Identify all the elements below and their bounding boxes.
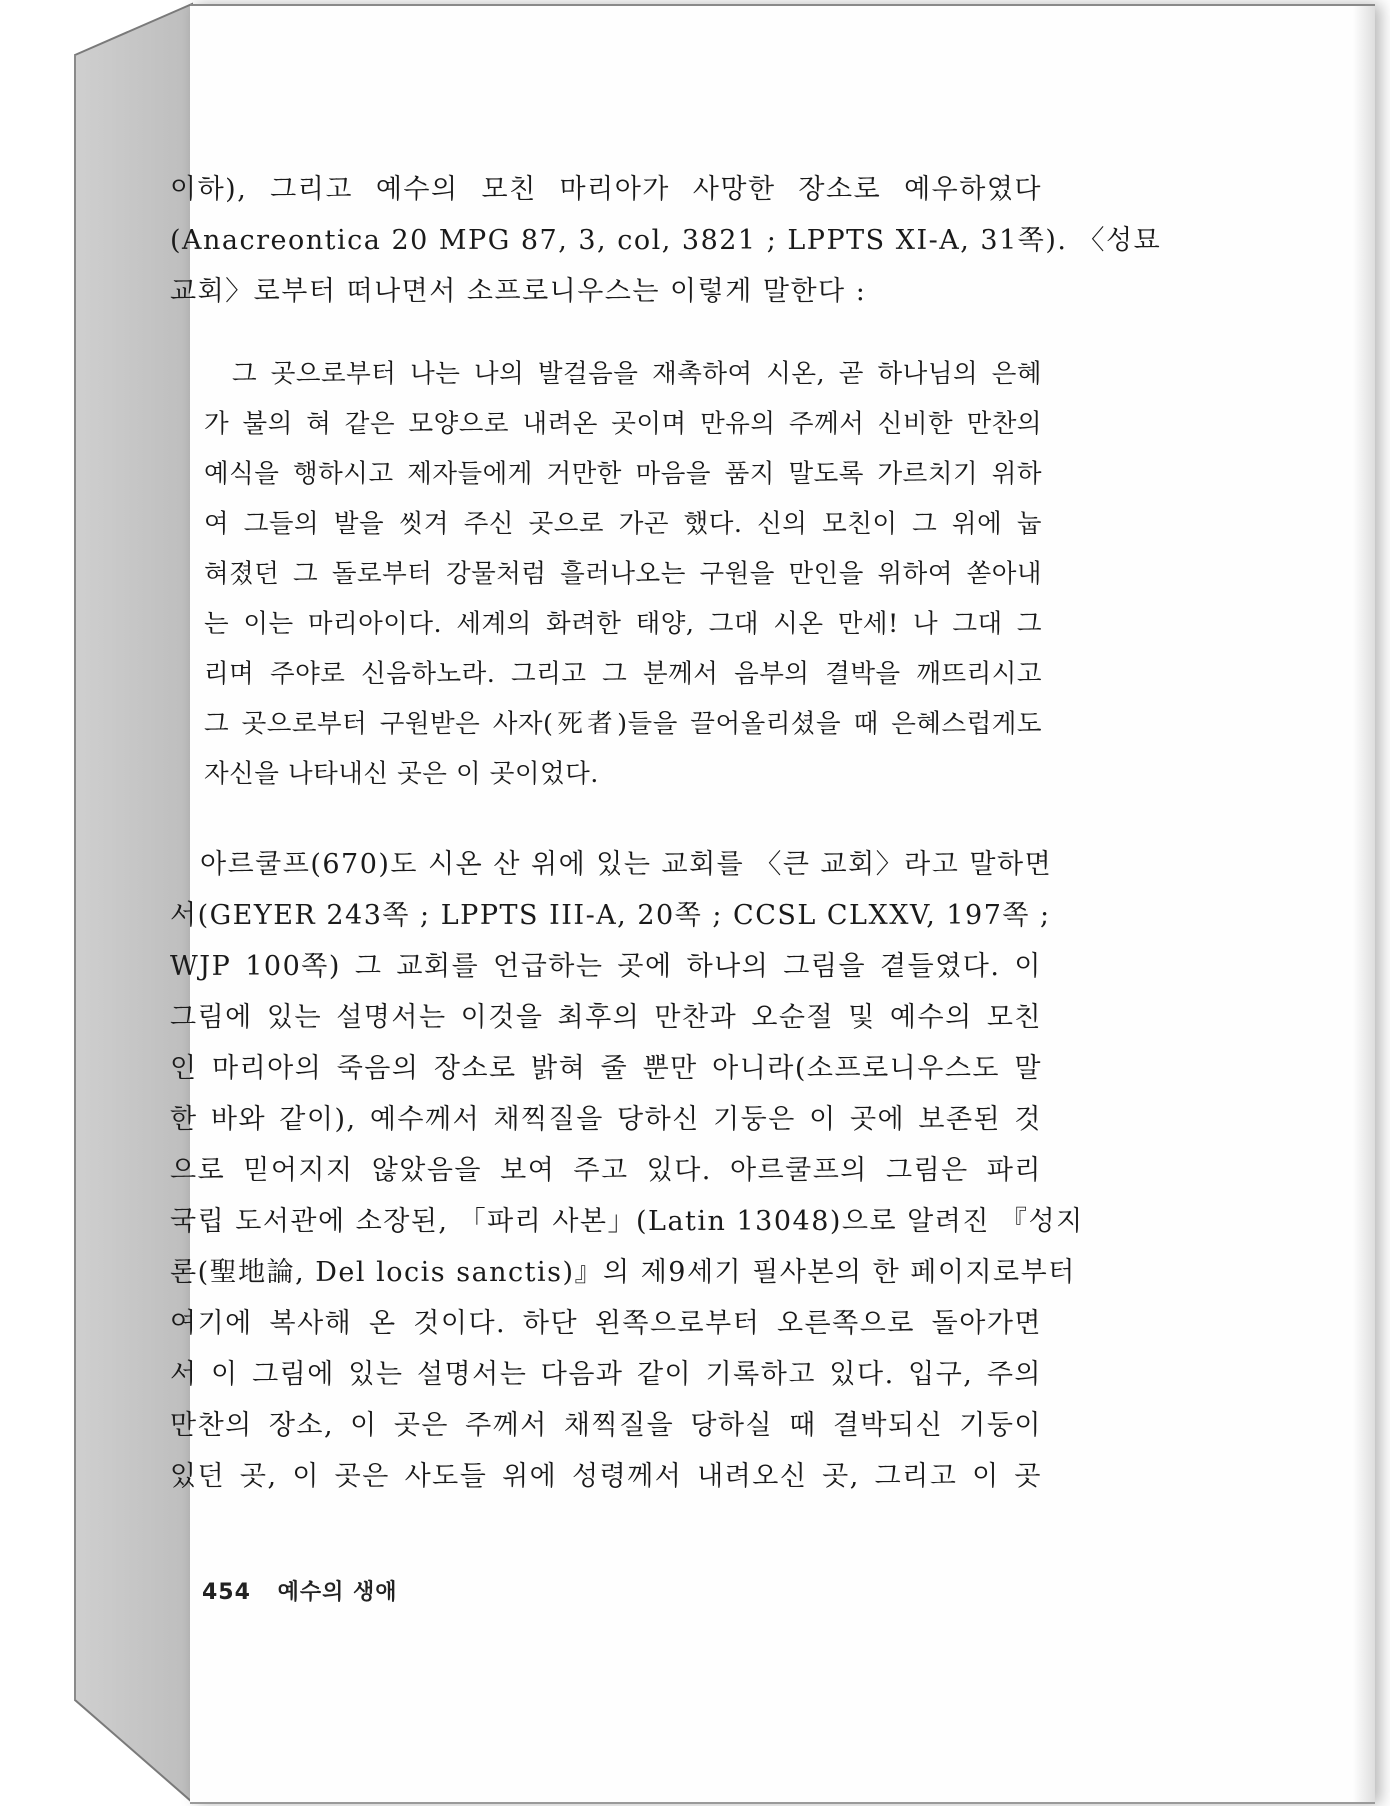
- page-number: 454: [202, 1580, 251, 1605]
- page-footer: [202, 1575, 398, 1606]
- text-line: 그림에 있는 설명서는 이것을 최후의 만찬과 오순절 및 예수의 모친: [170, 1002, 1042, 1033]
- quote-line: 는 이는 마리아이다. 세계의 화려한 태양, 그대 시온 만세! 나 그대 그: [204, 609, 1042, 639]
- text-line: 론(聖地論, Del locis sanctis)』의 제9세기 필사본의 한 페이지로부터: [170, 1257, 1076, 1288]
- text-line: 이하), 그리고 예수의 모친 마리아가 사망한 장소로 예우하였다: [170, 174, 1042, 205]
- text-line: 서(GEYER 243쪽 ; LPPTS III-A, 20쪽 ; CCSL CLXXV, 197쪽 ;: [170, 900, 1051, 931]
- text-line: (Anacreontica 20 MPG 87, 3, col, 3821 ; LPPTS XI-A, 31쪽). 〈성묘: [170, 225, 1162, 256]
- text-line: 국립 도서관에 소장된, 「파리 사본」(Latin 13048)으로 알려진 『성지: [170, 1206, 1084, 1237]
- text-line: 교회〉로부터 떠나면서 소프로니우스는 이렇게 말한다 :: [170, 276, 867, 307]
- quote-line: 그 곳으로부터 구원받은 사자(死者)들을 끌어올리셨을 때 은혜스럽게도: [204, 709, 1042, 739]
- text-line: 서 이 그림에 있는 설명서는 다음과 같이 기록하고 있다. 입구, 주의: [170, 1359, 1042, 1390]
- paragraph-intro: [170, 164, 1162, 317]
- quote-line: 그 곳으로부터 나는 나의 발걸음을 재촉하여 시온, 곧 하나님의 은혜: [232, 359, 1042, 389]
- text-line: 아르쿨프(670)도 시온 산 위에 있는 교회를 〈큰 교회〉라고 말하면: [200, 849, 1053, 880]
- quote-line: 여 그들의 발을 씻겨 주신 곳으로 가곤 했다. 신의 모친이 그 위에 눕: [204, 509, 1042, 539]
- text-line: 있던 곳, 이 곳은 사도들 위에 성령께서 내려오신 곳, 그리고 이 곳: [170, 1461, 1042, 1492]
- quote-line: 혀졌던 그 돌로부터 강물처럼 흘러나오는 구원을 만인을 위하여 쏟아내: [204, 559, 1042, 589]
- running-title: 예수의 생애: [277, 1580, 398, 1605]
- page-text-body: [170, 164, 1162, 1502]
- text-line: 여기에 복사해 온 것이다. 하단 왼쪽으로부터 오른쪽으로 돌아가면: [170, 1308, 1042, 1339]
- paragraph-arculf: [170, 839, 1084, 1502]
- block-quote: [204, 349, 1042, 799]
- quote-line: 예식을 행하시고 제자들에게 거만한 마음을 품지 말도록 가르치기 위하: [204, 459, 1042, 489]
- text-line: 인 마리아의 죽음의 장소로 밝혀 줄 뿐만 아니라(소프로니우스도 말: [170, 1053, 1042, 1084]
- text-line: 한 바와 같이), 예수께서 채찍질을 당하신 기둥은 이 곳에 보존된 것: [170, 1104, 1042, 1135]
- text-line: WJP 100쪽) 그 교회를 언급하는 곳에 하나의 그림을 곁들였다. 이: [170, 951, 1042, 982]
- text-line: 으로 믿어지지 않았음을 보여 주고 있다. 아르쿨프의 그림은 파리: [170, 1155, 1042, 1186]
- quote-line: 가 불의 혀 같은 모양으로 내려온 곳이며 만유의 주께서 신비한 만찬의: [204, 409, 1042, 439]
- quote-line: 리며 주야로 신음하노라. 그리고 그 분께서 음부의 결박을 깨뜨리시고: [204, 659, 1042, 689]
- quote-line: 자신을 나타내신 곳은 이 곳이었다.: [204, 759, 599, 789]
- text-line: 만찬의 장소, 이 곳은 주께서 채찍질을 당하실 때 결박되신 기둥이: [170, 1410, 1042, 1441]
- page-edge-shade: [1353, 6, 1375, 1802]
